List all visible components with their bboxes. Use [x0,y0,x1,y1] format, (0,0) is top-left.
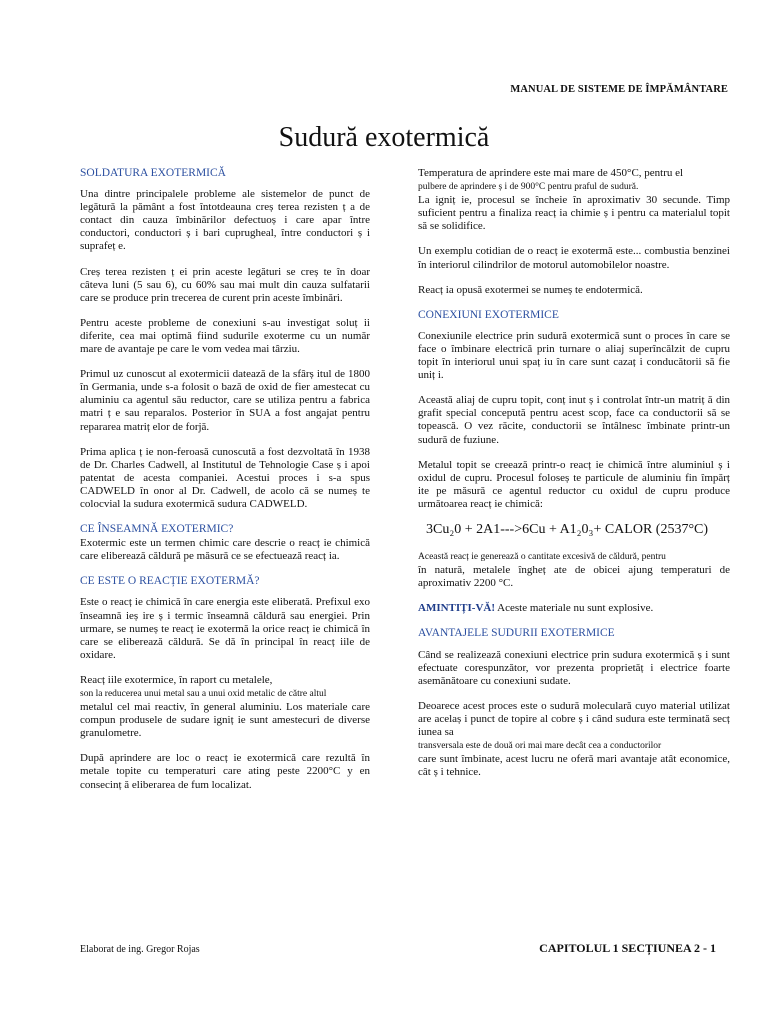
paragraph: Un exemplu cotidian de o reacț ie exotermă este... combustia benzinei în interiorul cilindrilor de motorul automobilelor noastre. [418,245,730,271]
page-title: Sudură exotermică [278,122,490,153]
paragraph: Când se realizează conexiuni electrice prin sudura exotermică ș i sunt efectuate corespunzător, vor prezenta proprietăț i electrice foarte asemănătoare cu conexiuni sudate. [418,648,730,687]
small-text-span: son la reducerea unui metal sau a unui oxid metalic de către altul [80,689,327,699]
paragraph [418,167,730,233]
small-text-span: transversala este de două ori mai mare decât cea a conductorilor [418,741,662,752]
note-label: AMINTIȚI-VĂ! [418,602,495,615]
left-column [80,167,370,804]
text-span: care sunt îmbinate, acest lucru ne oferă mari avantaje atât economice, cât ș i tehnice. [418,753,730,779]
footer-chapter: CAPITOLUL 1 SECȚIUNEA 2 - 1 [539,941,716,955]
paragraph: Pentru aceste probleme de conexiuni s-au investigat soluț ii diferite, cea mai optimă fiind sudurile exoterme cu un număr mare de avantaje pe care le vom vedea mai târziu. [80,316,370,356]
paragraph: Această aliaj de cupru topit, conț inut ș i controlat într-un matriț ă din grafit special concepută pentru acest scop, face ca conductorii să se topească. O vez răcite, conductorii se întâlnesc îmbinate printr-un sudură de fuziune. [418,394,730,446]
chemical-formula: 3Cu₂0 + 2A1--->6Cu + A1₂0₃+ CALOR (2537°C) [426,521,709,537]
note-paragraph [418,602,730,615]
paragraph [80,674,370,740]
section-heading-ce-este: CE ESTE O REACȚIE EXOTERMĂ? [80,575,260,588]
paragraph [418,550,730,590]
section-heading-soldatura: SOLDATURA EXOTERMICĂ [80,167,226,179]
paragraph: După aprindere are loc o reacț ie exotermică care rezultă în metale topite cu temperaturi care ating peste 2200°C y en consecinț ă eliberarea de fum localizat. [80,752,370,791]
text-span: metalul cel mai reactiv, în general aluminiu. Los materiale care compun produsele de sudare igniț ie sunt amestecuri de diverse granulometre. [80,701,370,740]
paragraph: Metalul topit se creează printr-o reacț ie chimică între aluminiul ș i oxidul de cupru. Procesul foloseș te particule de aluminiu fin împărț ite pe măsură ce agentul reductor cu oxidul de cupru produce următoarea reacț ie chimică: [418,458,730,510]
section-heading-ce-inseamna: CE ÎNSEAMNĂ EXOTERMIC? [80,523,234,536]
paragraph: Creș terea rezisten ț ei prin aceste legături se creș te în doar câteva luni (5 sau 6), cu 60% sau mai mult din cauza sulfatarii care se produce prin trecerea de curent prin aceste îmbinări. [80,265,370,304]
section-heading-avantajele: AVANTAJELE SUDURII EXOTERMICE [418,627,615,640]
paragraph [418,700,730,780]
small-text-span: pulbere de aprindere ș i de 900°C pentru praful de sudură. [418,182,639,193]
paragraph: Una dintre principalele probleme ale sistemelor de punct de legătură la pământ a fost întotdeauna creș terea rezisten ț a de contact din cauza îmbinărilor defectuoș i care apar între conductori, conductori ș i bari cuprugheal, între conductori ș i suprafeț e. [80,188,370,253]
paragraph: Conexiunile electrice prin sudură exotermică sunt o proces în care se face o îmbinare electrică prin turnare o aliaj superîncălzit de cupru topit în interiorul unui spaț iu în care sunt cazaț i conducătorii să fie uniț i. [418,329,730,382]
paragraph: Exotermic este un termen chimic care descrie o reacț ie chimică care eliberează căldură pe măsură ce se efectuează reacț ia. [80,537,370,563]
text-span: Deoarece acest proces este o sudură moleculară cuyo material utilizat are acelaș i punct de topire al cobre ș i când sudura este terminată secț iunea sa [418,699,730,738]
text-span: La igniț ie, procesul se încheie în aproximativ 30 secunde. Timp suficient pentru a finaliza reacț ia chimie ș i pentru ca materialul topit să se solidifice. [418,194,730,233]
paragraph: Este o reacț ie chimică în care energia este eliberată. Prefixul exo înseamnă ieș ire ș i termic înseamnă căldură sau energiei. Prin urmare, se numeș te reacț ie exotermă la orice reacț ie chimică în care se eliberează căldură. Se dă în principal în reacț iile de oxidare. [80,596,370,661]
paragraph: Primul uz cunoscut al exotermicii datează de la sfârș itul de 1800 în Germania, unde s-a folosit o bază de oxid de fier amestecat cu aluminiu ca agentul său reductor, care se utiliza pentru a fabrica matri ț e sau reparalos. Posterior în SUA a fost angajat pentru repararea matriț elor de forjă. [80,368,370,433]
manual-header: MANUAL DE SISTEME DE ÎMPĂMÂNTARE [510,84,728,95]
right-column [418,167,730,791]
note-text: Aceste materiale nu sunt explosive. [495,602,654,615]
text-span: în natură, metalele îngheț ate de obicei ajung temperaturi de aproximativ 2200 °C. [418,564,730,590]
section-heading-conexiuni: CONEXIUNI EXOTERMICE [418,308,559,321]
paragraph: Reacț ia opusă exotermei se numeș te endotermică. [418,283,643,296]
footer-author: Elaborat de ing. Gregor Rojas [80,944,200,955]
small-text-span: Această reacț ie generează o cantitate excesivă de căldură, pentru [418,552,666,563]
paragraph: Prima aplica ț ie non-feroasă cunoscută a fost dezvoltată în 1938 de Dr. Charles Cadwell, al Institutul de Tehnologie Case ș i apoi patentat de acesta companiei. Acestui proces i s-a spus CADWELD în onor al Dr. Cadwell, de acolo că se numeș te colocvial la sudura exotermică sudura CADWELD. [80,445,370,510]
text-span: Temperatura de aprindere este mai mare de 450°C, pentru el [418,167,684,179]
text-span: Reacț iile exotermice, în raport cu metalele, [80,673,273,686]
